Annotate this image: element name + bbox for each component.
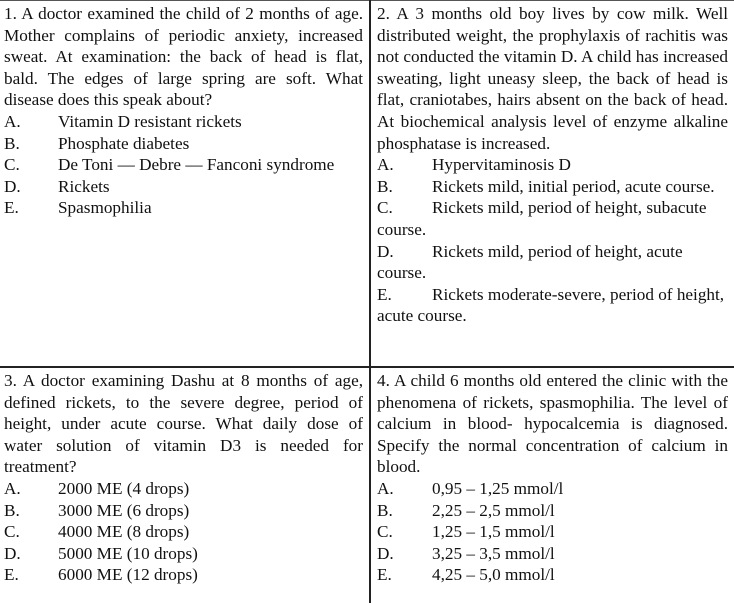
option-letter: B. xyxy=(4,500,20,520)
question-1-cell xyxy=(4,3,363,219)
option-letter: C. xyxy=(377,522,393,542)
question-4-option-d xyxy=(377,543,728,565)
question-4-option-b xyxy=(377,500,728,522)
option-letter: B. xyxy=(377,500,393,520)
option-text: 6000 ME (12 drops) xyxy=(58,565,198,585)
option-text: 1,25 – 1,5 mmol/l xyxy=(432,522,555,542)
option-text: 4,25 – 5,0 mmol/l xyxy=(432,565,555,585)
question-1-option-e xyxy=(4,197,363,219)
option-letter: D. xyxy=(4,176,21,196)
option-letter: E. xyxy=(4,198,19,218)
option-letter: A. xyxy=(377,478,394,498)
option-letter: C. xyxy=(4,522,20,542)
option-text: Rickets mild, initial period, acute course. xyxy=(432,176,715,196)
option-text: Spasmophilia xyxy=(58,198,152,218)
question-4-option-c xyxy=(377,521,728,543)
table-top-border xyxy=(0,0,734,1)
question-2-option-b xyxy=(377,176,728,198)
question-4-cell xyxy=(377,370,728,586)
option-text: Rickets moderate-severe, period of height, acute course. xyxy=(377,284,725,326)
option-letter: D. xyxy=(4,543,21,563)
question-3-option-c xyxy=(4,521,363,543)
option-text: Rickets mild, period of height, acute course. xyxy=(377,241,683,283)
option-letter: D. xyxy=(377,543,394,563)
question-3-text: 3. A doctor examining Dashu at 8 months of age, defined rickets, to the severe degree, period of height, under acute course. What daily dose of water solution of vitamin D3 is needed for treatment? xyxy=(4,371,363,477)
question-2-option-e xyxy=(377,284,728,327)
option-letter: A. xyxy=(377,155,394,175)
question-2-option-c xyxy=(377,197,728,240)
option-letter: B. xyxy=(377,176,393,196)
option-text: De Toni — Debre — Fanconi syndrome xyxy=(58,155,335,175)
question-1-option-c xyxy=(4,154,363,176)
question-4-option-a xyxy=(377,478,728,500)
question-4-option-e xyxy=(377,564,728,586)
option-text: 2000 ME (4 drops) xyxy=(58,478,190,498)
option-letter: E. xyxy=(4,565,19,585)
question-3-cell xyxy=(4,370,363,586)
option-text: 4000 ME (8 drops) xyxy=(58,522,190,542)
option-text: 2,25 – 2,5 mmol/l xyxy=(432,500,555,520)
question-1-option-d xyxy=(4,176,363,198)
option-letter: C. xyxy=(4,155,20,175)
question-3-option-d xyxy=(4,543,363,565)
option-letter: C. xyxy=(377,198,393,218)
option-text: Hypervitaminosis D xyxy=(432,155,571,175)
question-3-option-a xyxy=(4,478,363,500)
question-3-option-b xyxy=(4,500,363,522)
question-3-option-e xyxy=(4,564,363,586)
question-2-option-a xyxy=(377,154,728,176)
option-letter: A. xyxy=(4,111,21,131)
option-text: Vitamin D resistant rickets xyxy=(58,111,242,131)
question-1-option-b xyxy=(4,133,363,155)
option-text: 3,25 – 3,5 mmol/l xyxy=(432,543,555,563)
question-4-text: 4. A child 6 months old entered the clinic with the phenomena of rickets, spasmophilia. The level of calcium in blood- hypocalcemia is diagnosed. Specify the normal concentration of calcium in blood. xyxy=(377,371,728,477)
option-text: 0,95 – 1,25 mmol/l xyxy=(432,478,564,498)
question-2-option-d xyxy=(377,241,728,284)
question-2-text: 2. A 3 months old boy lives by cow milk. Well distributed weight, the prophylaxis of rachitis was not conducted the vitamin D. A child has increased sweating, light uneasy sleep, the back of head is flat, craniotabes, hairs absent on the back of head. At biochemical analysis level of enzyme alkaline phosphatase is increased. xyxy=(377,4,728,153)
option-text: Rickets mild, period of height, subacute course. xyxy=(377,198,707,239)
question-2-cell xyxy=(377,3,728,327)
option-letter: E. xyxy=(377,284,392,304)
option-letter: B. xyxy=(4,133,20,153)
option-text: Phosphate diabetes xyxy=(58,133,190,153)
option-text: 5000 ME (10 drops) xyxy=(58,543,198,563)
table-row-divider xyxy=(0,366,734,368)
option-text: Rickets xyxy=(58,176,110,196)
option-text: 3000 ME (6 drops) xyxy=(58,500,190,520)
option-letter: A. xyxy=(4,478,21,498)
question-1-option-a xyxy=(4,111,363,133)
question-1-text: 1. A doctor examined the child of 2 months of age. Mother complains of periodic anxiety, increased sweat. At examination: the back of head is flat, bald. The edges of large spring are soft. What disease does this speak about? xyxy=(4,4,363,110)
option-letter: E. xyxy=(377,565,392,585)
option-letter: D. xyxy=(377,241,394,261)
